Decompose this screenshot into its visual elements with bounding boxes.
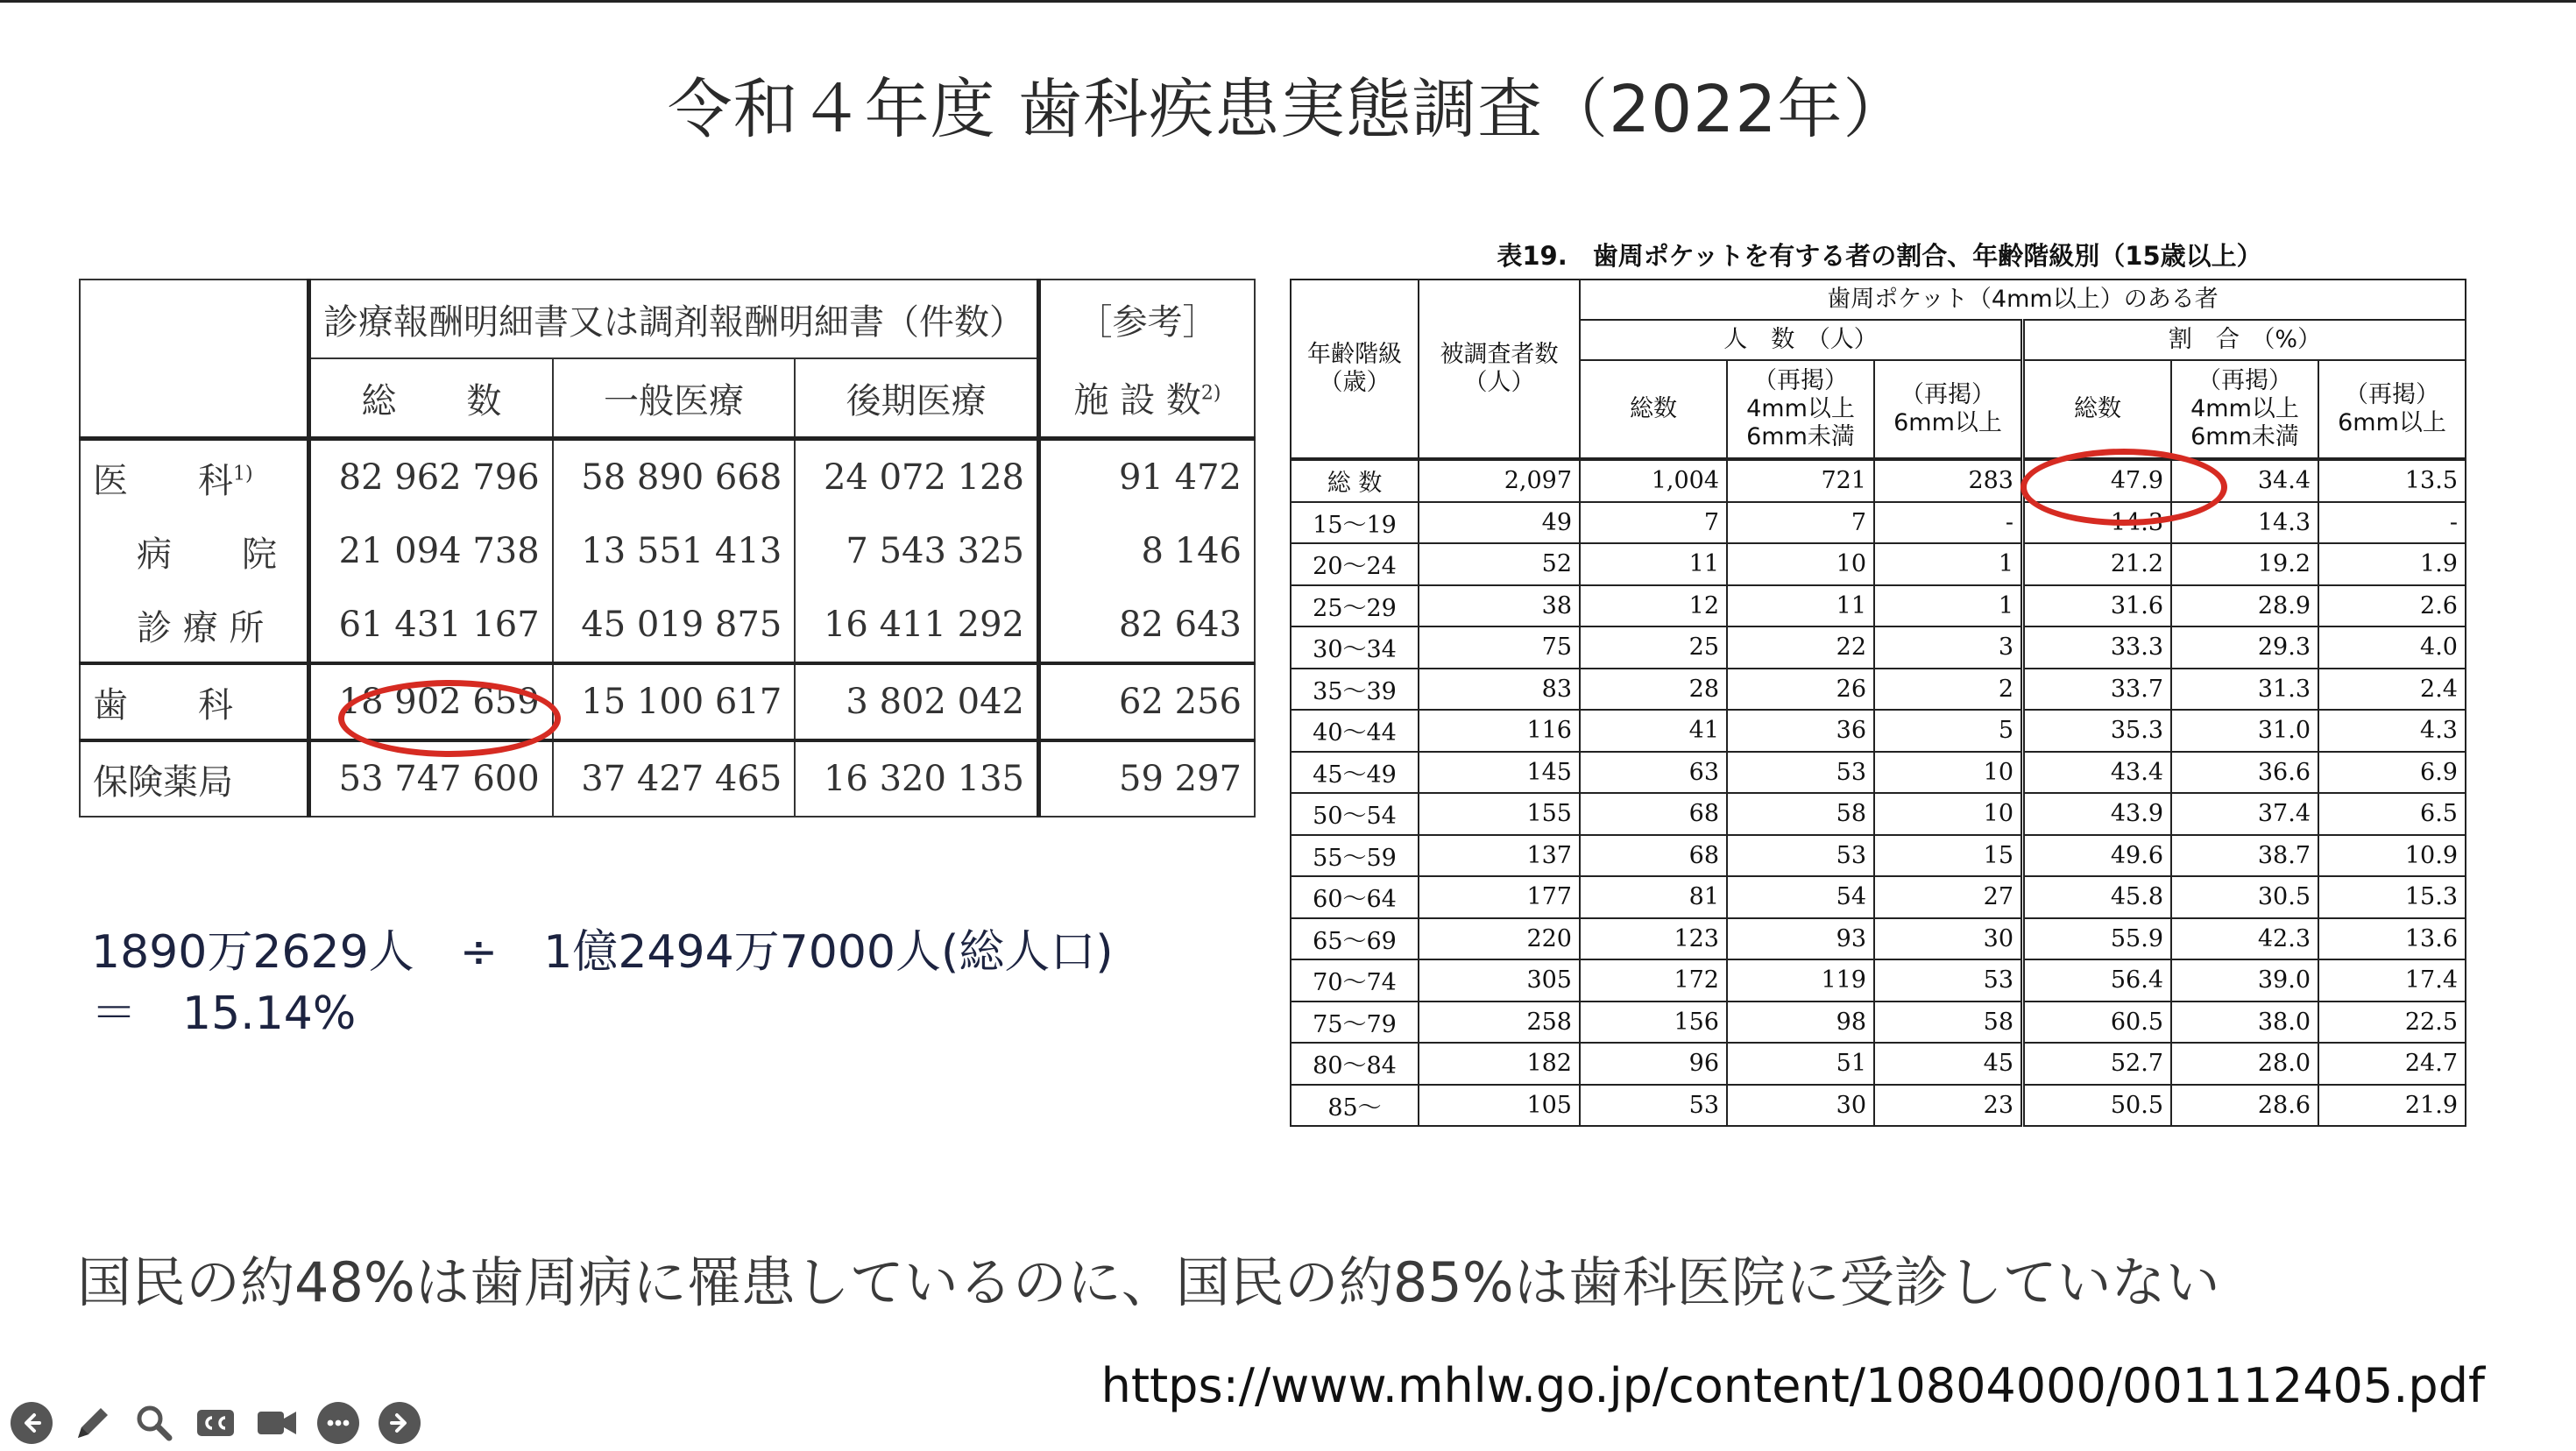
cell-total: 53 747 600: [309, 740, 553, 817]
cell-people-4to6: 30: [1727, 1085, 1874, 1127]
cell-people-4to6: 36: [1727, 710, 1874, 752]
table-row: [1291, 876, 2466, 918]
cell-facilities: 82 643: [1039, 588, 1256, 663]
cell-people-6plus: 15: [1874, 835, 2023, 877]
cell-people-total: 28: [1580, 669, 1727, 711]
table-row: [1291, 502, 2466, 544]
cell-ratio-4to6: 42.3: [2171, 918, 2318, 960]
table-row: [1291, 1085, 2466, 1127]
table-row: [1291, 669, 2466, 711]
left-col-total: 総 数: [309, 358, 553, 439]
cell-ratio-total: 43.4: [2023, 752, 2172, 794]
left-table-ref-header: ［参考］: [1039, 280, 1256, 358]
cell-age: 30～34: [1291, 626, 1419, 669]
cell-surveyed: 38: [1419, 585, 1580, 627]
cell-age: 25～29: [1291, 585, 1419, 627]
cell-age: 15～19: [1291, 502, 1419, 544]
cell-ratio-6plus: 1.9: [2318, 543, 2466, 585]
calculation-line-1: 1890万2629人 ÷ 1億2494万7000人(総人口): [91, 926, 1114, 979]
cell-age: 45～49: [1291, 752, 1419, 794]
cell-ratio-4to6: 37.4: [2171, 793, 2318, 835]
table-row: [80, 663, 1255, 740]
cell-ratio-4to6: 28.0: [2171, 1043, 2318, 1085]
cell-ratio-4to6: 30.5: [2171, 876, 2318, 918]
row-label-hospital: 病 院: [80, 514, 309, 588]
cell-people-6plus: 53: [1874, 959, 2023, 1002]
cell-people-6plus: 5: [1874, 710, 2023, 752]
cell-people-total: 41: [1580, 710, 1727, 752]
cell-people-6plus: 283: [1874, 459, 2023, 502]
facility-header-sup: 2): [1200, 382, 1221, 405]
cell-general: 37 427 465: [553, 740, 796, 817]
forward-button[interactable]: [375, 1398, 424, 1447]
cell-ratio-total: 52.7: [2023, 1043, 2172, 1085]
cell-people-4to6: 721: [1727, 459, 1874, 502]
header-people-6plus: （再掲）6mm以上: [1874, 360, 2023, 459]
cell-people-4to6: 26: [1727, 669, 1874, 711]
table-row: [80, 514, 1255, 588]
cell-ratio-total: 55.9: [2023, 918, 2172, 960]
header-people-4to6: （再掲）4mm以上6mm未満: [1727, 360, 1874, 459]
cell-surveyed: 2,097: [1419, 459, 1580, 502]
row-label-clinic: 診 療 所: [80, 588, 309, 663]
cell-ratio-4to6: 38.7: [2171, 835, 2318, 877]
cell-ratio-6plus: 15.3: [2318, 876, 2466, 918]
cell-age: 40～44: [1291, 710, 1419, 752]
cell-people-4to6: 7: [1727, 502, 1874, 544]
cell-ratio-total: 47.9: [2023, 459, 2172, 502]
cell-facilities: 8 146: [1039, 514, 1256, 588]
periodontal-table-body: [1291, 459, 2466, 1126]
cell-total: 82 962 796: [309, 439, 553, 515]
header-age: 年齢階級（歳）: [1291, 280, 1419, 459]
cell-people-6plus: 10: [1874, 793, 2023, 835]
cell-ratio-total: 49.6: [2023, 835, 2172, 877]
header-ratio: 割 合 （%）: [2023, 320, 2466, 360]
cell-total: 21 094 738: [309, 514, 553, 588]
zoom-button[interactable]: [130, 1398, 179, 1447]
header-ratio-6plus: （再掲）6mm以上: [2318, 360, 2466, 459]
cell-age: 60～64: [1291, 876, 1419, 918]
row-label-sup: 1): [233, 463, 253, 485]
cell-surveyed: 182: [1419, 1043, 1580, 1085]
left-col-late: 後期医療: [795, 358, 1038, 439]
table-row: [80, 439, 1255, 515]
cell-people-total: 63: [1580, 752, 1727, 794]
left-col-facilities: [1039, 358, 1256, 439]
cell-ratio-total: 21.2: [2023, 543, 2172, 585]
cell-ratio-4to6: 14.3: [2171, 502, 2318, 544]
cell-people-4to6: 11: [1727, 585, 1874, 627]
cell-people-6plus: 2: [1874, 669, 2023, 711]
cell-total: 61 431 167: [309, 588, 553, 663]
source-url-link[interactable]: https://www.mhlw.go.jp/content/10804000/001112405.pdf: [1100, 1358, 2485, 1413]
cell-people-4to6: 98: [1727, 1002, 1874, 1044]
cell-people-4to6: 10: [1727, 543, 1874, 585]
cell-surveyed: 145: [1419, 752, 1580, 794]
cell-people-6plus: 1: [1874, 543, 2023, 585]
cell-ratio-4to6: 34.4: [2171, 459, 2318, 502]
cell-ratio-total: 31.6: [2023, 585, 2172, 627]
cell-people-4to6: 93: [1727, 918, 1874, 960]
cell-ratio-total: 50.5: [2023, 1085, 2172, 1127]
camera-button[interactable]: [252, 1398, 301, 1447]
back-icon: [11, 1402, 53, 1444]
cell-late: 3 802 042: [795, 663, 1038, 740]
cell-people-6plus: 58: [1874, 1002, 2023, 1044]
cell-people-total: 81: [1580, 876, 1727, 918]
cell-surveyed: 220: [1419, 918, 1580, 960]
cell-people-total: 12: [1580, 585, 1727, 627]
calculation-line-2: ＝ 15.14%: [91, 987, 357, 1040]
table-row: [1291, 835, 2466, 877]
table-row: [1291, 1043, 2466, 1085]
table-row: [1291, 752, 2466, 794]
cell-people-total: 11: [1580, 543, 1727, 585]
cell-people-6plus: -: [1874, 502, 2023, 544]
cell-ratio-total: 35.3: [2023, 710, 2172, 752]
cell-general: 15 100 617: [553, 663, 796, 740]
more-icon: [317, 1402, 359, 1444]
periodontal-pocket-table: [1290, 279, 2466, 1127]
cell-surveyed: 105: [1419, 1085, 1580, 1127]
cell-age: 総 数: [1291, 459, 1419, 502]
cell-total-dental: 18 902 659: [309, 663, 553, 740]
cell-people-total: 96: [1580, 1043, 1727, 1085]
cell-people-6plus: 10: [1874, 752, 2023, 794]
row-label-pharmacy: 保険薬局: [80, 740, 309, 817]
zoom-icon: [132, 1401, 176, 1445]
header-ratio-4to6: （再掲）4mm以上6mm未満: [2171, 360, 2318, 459]
cell-late: 24 072 128: [795, 439, 1038, 515]
cell-people-4to6: 58: [1727, 793, 1874, 835]
cell-surveyed: 258: [1419, 1002, 1580, 1044]
highlight-ellipse-dental-total: [338, 680, 561, 757]
cell-ratio-4to6: 36.6: [2171, 752, 2318, 794]
table-row: [1291, 585, 2466, 627]
cell-people-6plus: 23: [1874, 1085, 2023, 1127]
left-table-group-header: 診療報酬明細書又は調剤報酬明細書（件数）: [309, 280, 1039, 358]
cell-ratio-4to6: 31.3: [2171, 669, 2318, 711]
cell-ratio-6plus: 21.9: [2318, 1085, 2466, 1127]
cell-surveyed: 155: [1419, 793, 1580, 835]
cell-ratio-4to6: 19.2: [2171, 543, 2318, 585]
cell-surveyed: 52: [1419, 543, 1580, 585]
cell-people-total: 68: [1580, 835, 1727, 877]
left-col-general: 一般医療: [553, 358, 796, 439]
table-row: [80, 588, 1255, 663]
cell-people-total: 25: [1580, 626, 1727, 669]
cell-age: 70～74: [1291, 959, 1419, 1002]
cell-ratio-4to6: 31.0: [2171, 710, 2318, 752]
cell-age: 75～79: [1291, 1002, 1419, 1044]
cell-ratio-6plus: 2.4: [2318, 669, 2466, 711]
cell-ratio-6plus: 13.6: [2318, 918, 2466, 960]
cell-age: 20～24: [1291, 543, 1419, 585]
cell-people-6plus: 27: [1874, 876, 2023, 918]
summary-text: 国民の約48%は歯周病に罹患しているのに、国民の約85%は歯科医院に受診していない: [77, 1250, 2220, 1314]
cell-ratio-6plus: 24.7: [2318, 1043, 2466, 1085]
captions-button[interactable]: [191, 1398, 240, 1447]
cell-surveyed: 177: [1419, 876, 1580, 918]
cell-ratio-6plus: -: [2318, 502, 2466, 544]
header-pocket: 歯周ポケット（4mm以上）のある者: [1580, 280, 2466, 320]
cell-surveyed: 75: [1419, 626, 1580, 669]
table-row-total: [1291, 459, 2466, 502]
cell-people-6plus: 3: [1874, 626, 2023, 669]
left-claims-table: [79, 279, 1256, 818]
cell-ratio-6plus: 2.6: [2318, 585, 2466, 627]
highlight-ellipse-ratio-total: [2020, 449, 2227, 526]
header-ratio-total: 総数: [2023, 360, 2172, 459]
cell-people-4to6: 119: [1727, 959, 1874, 1002]
cell-ratio-4to6: 38.0: [2171, 1002, 2318, 1044]
cell-ratio-total: 33.7: [2023, 669, 2172, 711]
cell-ratio-6plus: 6.9: [2318, 752, 2466, 794]
table-row: [80, 740, 1255, 817]
cell-people-total: 1,004: [1580, 459, 1727, 502]
cell-ratio-total: 14.3: [2023, 502, 2172, 544]
cell-late: 16 320 135: [795, 740, 1038, 817]
cell-ratio-6plus: 10.9: [2318, 835, 2466, 877]
table-row: [1291, 543, 2466, 585]
cell-ratio-6plus: 4.0: [2318, 626, 2466, 669]
cell-general: 45 019 875: [553, 588, 796, 663]
facility-header-label: 施 設 数: [1073, 380, 1201, 421]
cell-surveyed: 137: [1419, 835, 1580, 877]
presentation-toolbar: [7, 1397, 424, 1449]
back-button[interactable]: [7, 1398, 56, 1447]
cell-facilities: 59 297: [1039, 740, 1256, 817]
cell-ratio-4to6: 28.9: [2171, 585, 2318, 627]
cell-people-6plus: 30: [1874, 918, 2023, 960]
cell-ratio-total: 56.4: [2023, 959, 2172, 1002]
cell-people-6plus: 45: [1874, 1043, 2023, 1085]
table-row: [1291, 793, 2466, 835]
cell-age: 50～54: [1291, 793, 1419, 835]
cell-ratio-6plus: 17.4: [2318, 959, 2466, 1002]
cell-people-4to6: 22: [1727, 626, 1874, 669]
cell-surveyed: 116: [1419, 710, 1580, 752]
cell-age: 55～59: [1291, 835, 1419, 877]
cell-people-total: 123: [1580, 918, 1727, 960]
cell-ratio-6plus: 13.5: [2318, 459, 2466, 502]
table-row: [1291, 710, 2466, 752]
cell-ratio-4to6: 28.6: [2171, 1085, 2318, 1127]
cell-ratio-4to6: 29.3: [2171, 626, 2318, 669]
cell-general: 58 890 668: [553, 439, 796, 515]
pen-button[interactable]: [68, 1398, 117, 1447]
more-button[interactable]: [314, 1398, 363, 1447]
cell-people-total: 172: [1580, 959, 1727, 1002]
cell-ratio-total: 45.8: [2023, 876, 2172, 918]
header-surveyed: 被調査者数（人）: [1419, 280, 1580, 459]
cell-facilities: 91 472: [1039, 439, 1256, 515]
row-label-medical: [80, 439, 309, 515]
cell-age: 85～: [1291, 1085, 1419, 1127]
cell-ratio-total: 60.5: [2023, 1002, 2172, 1044]
cell-ratio-6plus: 22.5: [2318, 1002, 2466, 1044]
cell-ratio-4to6: 39.0: [2171, 959, 2318, 1002]
slide-title: 令和４年度 歯科疾患実態調査（2022年）: [667, 72, 1909, 147]
header-people-total: 総数: [1580, 360, 1727, 459]
cell-age: 35～39: [1291, 669, 1419, 711]
forward-icon: [379, 1402, 421, 1444]
left-table-corner-cell: [80, 280, 309, 439]
table-row: [1291, 959, 2466, 1002]
cell-people-total: 53: [1580, 1085, 1727, 1127]
cell-ratio-total: 33.3: [2023, 626, 2172, 669]
pen-icon: [71, 1401, 115, 1445]
cell-people-6plus: 1: [1874, 585, 2023, 627]
cell-surveyed: 305: [1419, 959, 1580, 1002]
cell-people-4to6: 53: [1727, 835, 1874, 877]
cell-people-4to6: 51: [1727, 1043, 1874, 1085]
cell-people-total: 156: [1580, 1002, 1727, 1044]
cell-surveyed: 49: [1419, 502, 1580, 544]
cell-people-4to6: 53: [1727, 752, 1874, 794]
cell-late: 16 411 292: [795, 588, 1038, 663]
cell-age: 80～84: [1291, 1043, 1419, 1085]
cell-late: 7 543 325: [795, 514, 1038, 588]
row-label-dental: 歯 科: [80, 663, 309, 740]
row-label-text: 医 科: [93, 460, 233, 501]
header-people: 人 数 （人）: [1580, 320, 2023, 360]
table19-title: 表19. 歯周ポケットを有する者の割合、年齢階級別（15歳以上）: [1497, 241, 2262, 271]
table-row: [1291, 626, 2466, 669]
cell-age: 65～69: [1291, 918, 1419, 960]
cell-people-total: 7: [1580, 502, 1727, 544]
cell-ratio-total: 43.9: [2023, 793, 2172, 835]
cell-people-4to6: 54: [1727, 876, 1874, 918]
camera-icon: [254, 1401, 300, 1445]
cell-ratio-6plus: 6.5: [2318, 793, 2466, 835]
table-row: [1291, 1002, 2466, 1044]
cell-general: 13 551 413: [553, 514, 796, 588]
cell-people-total: 68: [1580, 793, 1727, 835]
top-border-line: [0, 0, 2576, 3]
captions-icon: [194, 1401, 237, 1445]
cell-surveyed: 83: [1419, 669, 1580, 711]
cell-ratio-6plus: 4.3: [2318, 710, 2466, 752]
table-row: [1291, 918, 2466, 960]
cell-facilities: 62 256: [1039, 663, 1256, 740]
